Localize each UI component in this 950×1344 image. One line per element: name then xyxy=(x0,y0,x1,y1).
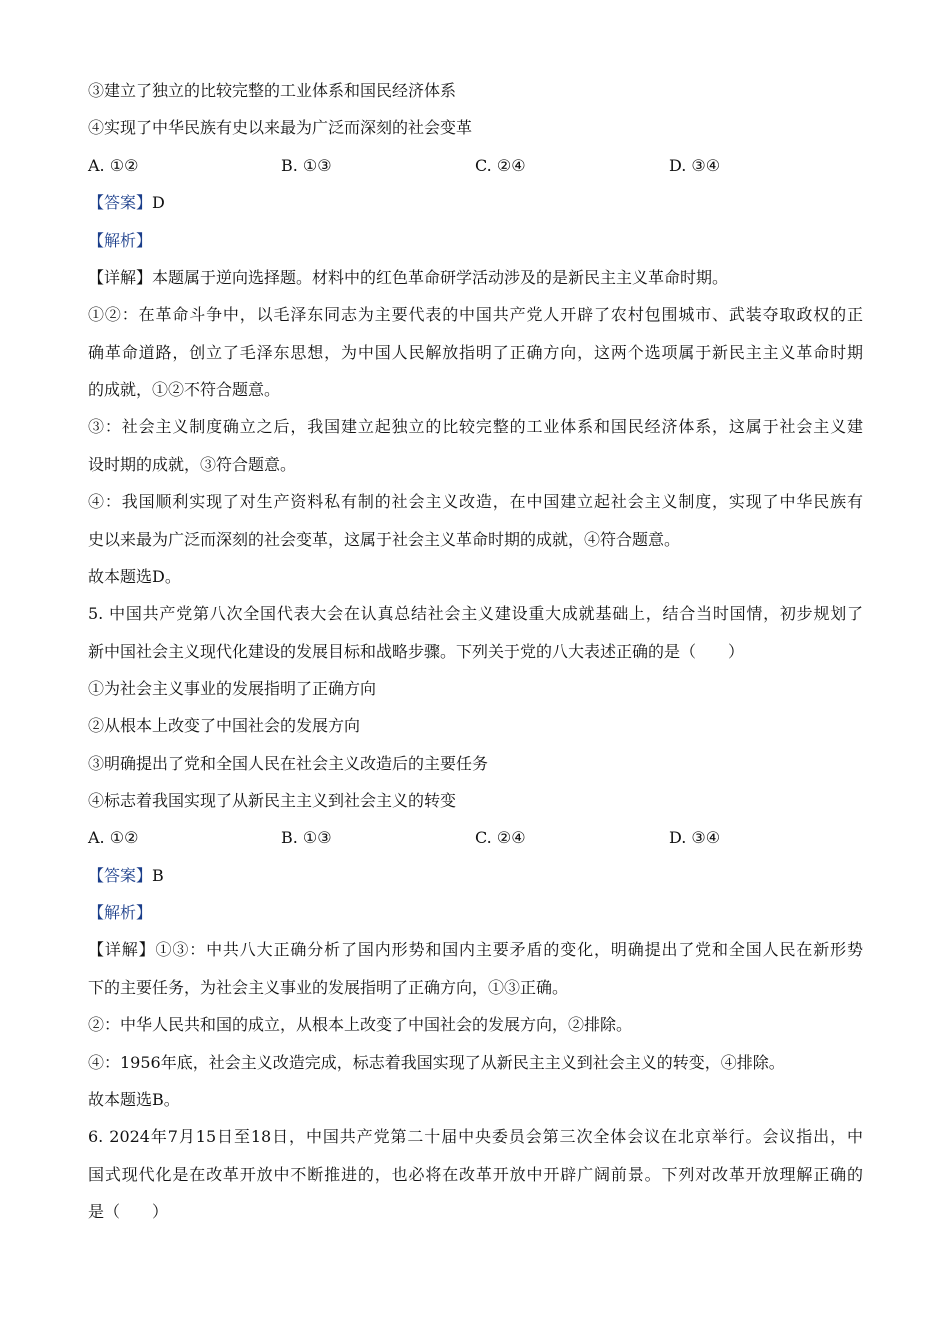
q5-option-3: ③明确提出了党和全国人民在社会主义改造后的主要任务 xyxy=(88,754,489,773)
q5-choice-a: A. ①② xyxy=(88,828,139,847)
answer-tag: 【答案】 xyxy=(88,193,153,212)
q5-choice-d: D. ③④ xyxy=(669,828,721,847)
detail-tag: 【详解】 xyxy=(88,940,156,959)
q6-stem-line3: 是（ ） xyxy=(88,1202,169,1221)
q4-para1-line3: 的成就，①②不符合题意。 xyxy=(88,380,281,399)
q5-para2: ②：中华人民共和国的成立，从根本上改变了中国社会的发展方向，②排除。 xyxy=(88,1015,633,1034)
q4-para3-line2: 史以来最为广泛而深刻的社会变革，这属于社会主义革命时期的成就，④符合题意。 xyxy=(88,530,681,549)
q4-conclusion: 故本题选D。 xyxy=(88,567,181,586)
q4-choice-d: D. ③④ xyxy=(669,156,721,175)
q6-stem-line1: 6. 2024年7月15日至18日，中国共产党第二十届中央委员会第三次全体会议在北京举行。会议指出，中 xyxy=(88,1127,863,1146)
answer-tag: 【答案】 xyxy=(88,866,153,885)
q5-answer xyxy=(88,866,164,886)
q5-stem-line2: 新中国社会主义现代化建设的发展目标和战略步骤。下列关于党的八大表述正确的是（ ） xyxy=(88,642,745,661)
q5-option-4: ④标志着我国实现了从新民主主义到社会主义的转变 xyxy=(88,791,457,810)
q4-para1-line2: 确革命道路，创立了毛泽东思想，为中国人民解放指明了正确方向，这两个选项属于新民主主义革命时期 xyxy=(88,343,863,362)
q4-choice-c: C. ②④ xyxy=(475,156,526,175)
q5-detail-line1 xyxy=(88,940,863,960)
q4-para1-line1: ①②：在革命斗争中，以毛泽东同志为主要代表的中国共产党人开辟了农村包围城市、武装夺取政权的正 xyxy=(88,305,863,324)
q5-option-2: ②从根本上改变了中国社会的发展方向 xyxy=(88,716,361,735)
q4-detail xyxy=(88,268,728,288)
q4-option-4: ④实现了中华民族有史以来最为广泛而深刻的社会变革 xyxy=(88,118,473,137)
q4-para2-line2: 设时期的成就，③符合题意。 xyxy=(88,455,297,474)
q5-choice-c: C. ②④ xyxy=(475,828,526,847)
q5-choice-b: B. ①③ xyxy=(281,828,332,847)
detail-tag: 【详解】 xyxy=(88,268,153,287)
q5-option-1: ①为社会主义事业的发展指明了正确方向 xyxy=(88,679,377,698)
q5-stem-line1: 5. 中国共产党第八次全国代表大会在认真总结社会主义建设重大成就基础上，结合当时国情，初步规划了 xyxy=(88,604,863,623)
detail-text: 本题属于逆向选择题。材料中的红色革命研学活动涉及的是新民主主义革命时期。 xyxy=(152,268,729,287)
q4-choice-a: A. ①② xyxy=(88,156,139,175)
q4-answer xyxy=(88,193,165,213)
q4-option-3: ③建立了独立的比较完整的工业体系和国民经济体系 xyxy=(88,81,457,100)
q4-para2-line1: ③：社会主义制度确立之后，我国建立起独立的比较完整的工业体系和国民经济体系，这属于社会主义建 xyxy=(88,417,863,436)
q5-detail-line2: 下的主要任务，为社会主义事业的发展指明了正确方向，①③正确。 xyxy=(88,978,569,997)
q5-analysis-tag: 【解析】 xyxy=(88,903,153,922)
answer-value: B xyxy=(152,866,164,885)
detail-text: ①③：中共八大正确分析了国内形势和国内主要矛盾的变化，明确提出了党和全国人民在新形势 xyxy=(155,940,863,959)
q4-analysis-tag: 【解析】 xyxy=(88,231,153,250)
q4-para3-line1: ④：我国顺利实现了对生产资料私有制的社会主义改造，在中国建立起社会主义制度，实现了中华民族有 xyxy=(88,492,863,511)
q6-stem-line2: 国式现代化是在改革开放中不断推进的，也必将在改革开放中开辟广阔前景。下列对改革开放理解正确的 xyxy=(88,1165,863,1184)
q5-para3: ④：1956年底，社会主义改造完成，标志着我国实现了从新民主主义到社会主义的转变，④排除。 xyxy=(88,1053,785,1072)
q5-conclusion: 故本题选B。 xyxy=(88,1090,180,1109)
answer-value: D xyxy=(152,193,165,212)
q4-choice-b: B. ①③ xyxy=(281,156,332,175)
